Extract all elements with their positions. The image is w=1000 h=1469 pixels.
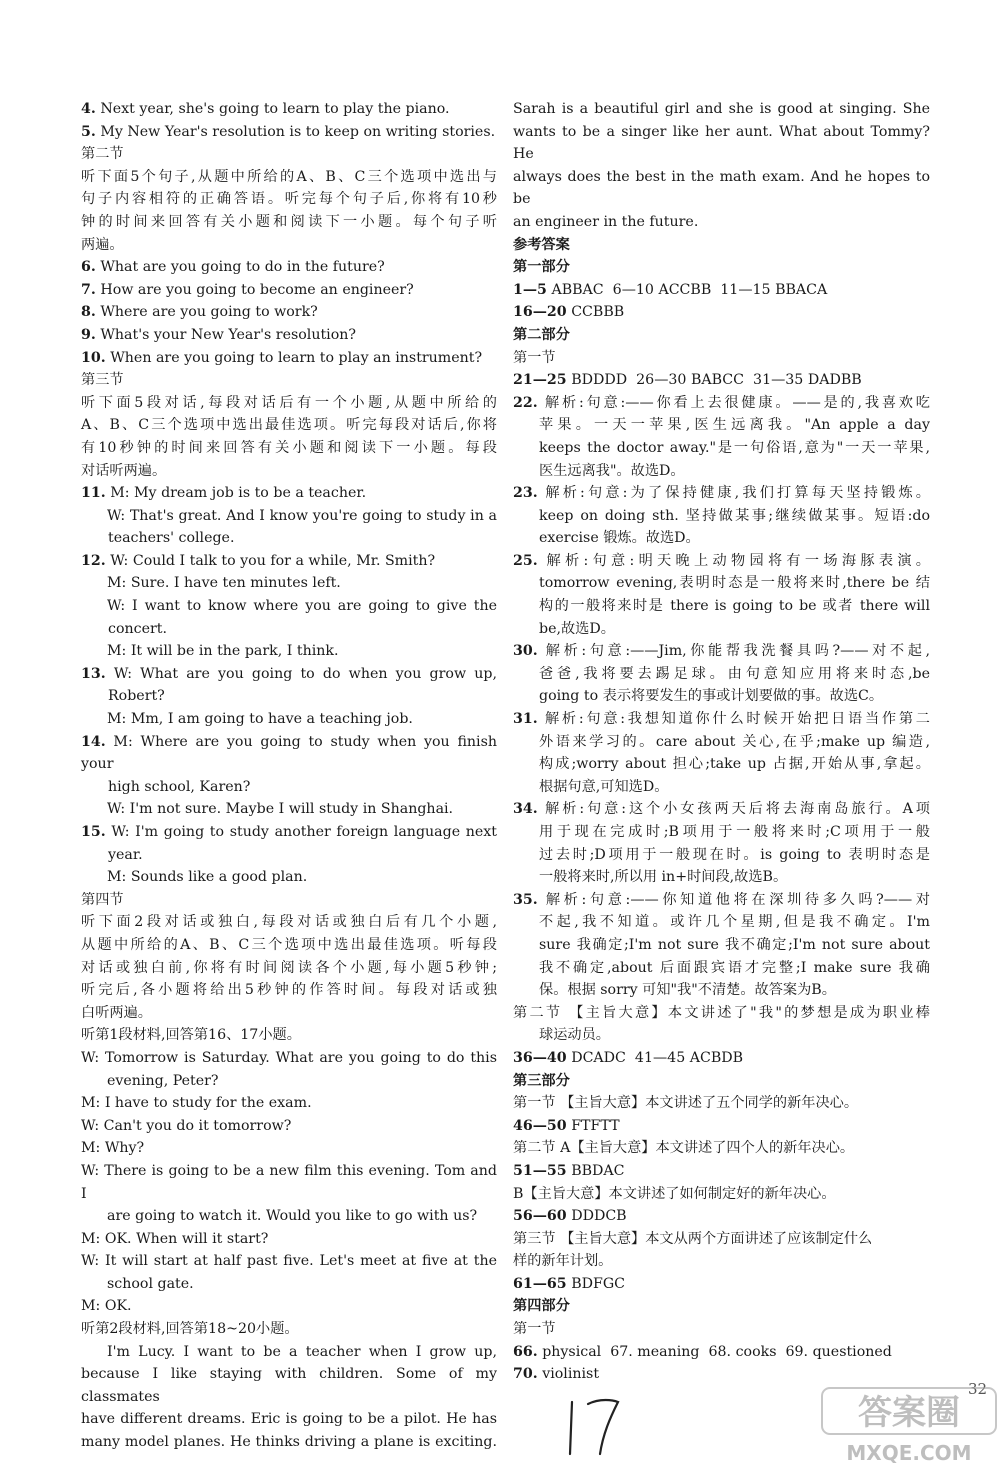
right-column-line: 苹果。一天一苹果,医生远离我。"An apple a day: [539, 417, 930, 434]
left-column-line: W: Tomorrow is Saturday. What are you going to do this: [81, 1049, 497, 1066]
left-column-line: 15. W: I'm going to study another foreign language next: [81, 824, 497, 840]
left-column-line: high school, Karen?: [108, 778, 251, 795]
right-column-line: 第一节: [513, 1321, 556, 1338]
left-column-line: concert.: [108, 620, 167, 637]
left-column-line: 有10秒钟的时间来回答有关小题和阅读下一小题。每段: [81, 439, 497, 456]
left-column-line: W: I'm not sure. Maybe I will study in Shanghai.: [107, 801, 454, 818]
left-column-line: 10. When are you going to learn to play an instrument?: [81, 349, 483, 366]
svg-text:MXQE.COM: MXQE.COM: [846, 1441, 972, 1465]
handwritten-page-mark: [558, 1392, 628, 1460]
left-column-line: evening, Peter?: [107, 1072, 219, 1089]
left-column-line: W: There is going to be a new film this evening. Tom and I: [81, 1162, 502, 1202]
right-column-line: 31. 解析:句意:我想知道你什么时候开始把日语当作第二: [513, 711, 930, 728]
right-column-line: 25. 解析:句意:明天晚上动物园将有一场海豚表演。: [513, 552, 930, 569]
right-column-line: 30. 解析:句意:——Jim,你能帮我洗餐具吗?——对不起,: [513, 643, 930, 660]
left-column-line: A、B、C三个选项中选出最佳选项。听完每段对话后,你将: [81, 417, 497, 434]
left-column-line: 听第1段材料,回答第16、17小题。: [81, 1027, 301, 1044]
right-column-line: 第一节: [513, 349, 556, 366]
left-column-line: W: I want to know where you are going to give the: [107, 598, 497, 615]
left-column-line: teachers' college.: [108, 530, 235, 547]
right-column-line: going to 表示将要发生的事或计划要做的事。故选C。: [539, 688, 884, 705]
left-column-line: W: It will start at half past five. Let's meet at five at the: [81, 1253, 497, 1270]
left-column-line: 12. W: Could I talk to you for a while, Mr. Smith?: [81, 552, 436, 569]
left-column-line: 听下面2段对话或独白,每段对话或独白后有几个小题,: [81, 914, 497, 931]
right-column-line: 第一节 【主旨大意】本文讲述了五个同学的新年决心。: [513, 1095, 859, 1112]
watermark-logo: [818, 1382, 1000, 1469]
right-column-line: 70. violinist: [513, 1366, 600, 1383]
right-column-line: 球运动员。: [539, 1027, 610, 1044]
right-column-line: 21—25 BDDDD 26—30 BABCC 31—35 DADBB: [513, 372, 862, 389]
right-column-line: 34. 解析:句意:这个小女孩两天后将去海南岛旅行。A项: [513, 801, 930, 818]
right-column-line: 第四部分: [513, 1298, 570, 1315]
right-column-line: 第二节 A【主旨大意】本文讲述了四个人的新年决心。: [513, 1140, 855, 1157]
left-column-line: Robert?: [108, 688, 165, 705]
left-column-line: 第三节: [81, 372, 124, 389]
left-column-line: 6. What are you going to do in the future?: [81, 259, 385, 276]
left-column-line: 13. W: What are you going to do when you grow up,: [81, 665, 497, 682]
left-column-line: 5. My New Year's resolution is to keep on writing stories.: [81, 123, 496, 140]
right-column-line: 爸爸,我将要去踢足球。由句意知应用将来时态,be: [539, 665, 930, 682]
right-column-line: sure 我确定;I'm not sure 我不确定;I'm not sure about: [539, 936, 930, 953]
left-column-line: 对话或独白前,你将有时间阅读各个小题,每小题5秒钟;: [81, 959, 497, 976]
left-column-line: 从题中所给的A、B、C三个选项中选出最佳选项。听每段: [81, 936, 497, 953]
right-column-line: wants to be a singer like her aunt. What about Tommy? He: [513, 123, 935, 163]
left-column-line: 白听两遍。: [81, 1004, 152, 1021]
left-column-line: M: OK.: [81, 1298, 132, 1315]
right-column-line: 36—40 DCADC 41—45 ACBDB: [513, 1049, 744, 1066]
right-column-line: 51—55 BBDAC: [513, 1162, 625, 1179]
right-column-line: exercise 锻炼。故选D。: [539, 530, 700, 547]
right-column-line: 构成;worry about 担心;take up 占据,开始从事,拿起。: [539, 756, 930, 773]
right-column-line: keep on doing sth. 坚持做某事;继续做某事。短语:do: [539, 507, 930, 524]
right-column-line: 根据句意,可知选D。: [539, 778, 669, 795]
left-column-line: M: It will be in the park, I think.: [107, 643, 339, 660]
left-column-line: have different dreams. Eric is going to be a pilot. He has: [81, 1411, 497, 1428]
left-column-line: 钟的时间来回答有关小题和阅读下一小题。每个句子听: [81, 213, 497, 230]
right-column-line: 用于现在完成时;B项用于一般将来时;C项用于一般: [539, 824, 930, 840]
right-column-line: an engineer in the future.: [513, 213, 699, 230]
right-column-line: 过去时;D项用于一般现在时。is going to 表明时态是: [539, 846, 930, 863]
left-column-line: are going to watch it. Would you like to go with us?: [107, 1208, 478, 1225]
left-column-line: M: I have to study for the exam.: [81, 1095, 312, 1112]
left-column-line: 第四节: [81, 891, 124, 908]
right-column-line: 保。根据 sorry 可知"我"不清楚。故答案为B。: [539, 982, 836, 999]
left-column-line: 4. Next year, she's going to learn to play the piano.: [81, 101, 450, 117]
left-column-line: many model planes. He thinks driving a plane is exciting.: [81, 1434, 497, 1451]
left-column-line: M: Mm, I am going to have a teaching job.: [107, 711, 413, 728]
left-column-line: year.: [108, 846, 143, 863]
left-column-line: 听下面5个句子,从题中所给的A、B、C三个选项中选出与: [81, 168, 497, 185]
left-column-line: 两遍。: [81, 236, 124, 253]
left-column-line: W: Can't you do it tomorrow?: [81, 1117, 292, 1134]
right-column-line: 第二节 【主旨大意】本文讲述了"我"的梦想是成为职业棒: [513, 1004, 930, 1021]
right-column-line: 46—50 FTFTT: [513, 1117, 620, 1134]
left-column-line: 11. M: My dream job is to be a teacher.: [81, 485, 367, 502]
right-column-line: tomorrow evening,表明时态是一般将来时,there be 结: [539, 575, 930, 592]
left-column-line: 第二节: [81, 146, 124, 163]
left-column-line: 听第2段材料,回答第18~20小题。: [81, 1321, 299, 1338]
right-column-line: 第三部分: [513, 1072, 570, 1089]
right-column-line: 66. physical 67. meaning 68. cooks 69. questioned: [513, 1343, 892, 1360]
left-column-line: 听下面5段对话,每段对话后有一个小题,从题中所给的: [81, 394, 497, 411]
right-column-line: be,故选D。: [539, 620, 615, 637]
left-column-line: school gate.: [107, 1275, 194, 1292]
left-column-line: 7. How are you going to become an engineer?: [81, 281, 414, 298]
right-column-line: 样的新年计划。: [513, 1253, 613, 1270]
right-column-line: 16—20 CCBBB: [513, 304, 625, 321]
left-column-line: 8. Where are you going to work?: [81, 304, 318, 321]
right-column-line: 医生远离我"。故选D。: [539, 462, 685, 479]
right-column-line: 1—5 ABBAC 6—10 ACCBB 11—15 BBACA: [513, 281, 828, 298]
right-column-line: 一般将来时,所以用 in+时间段,故选B。: [539, 869, 788, 886]
right-column-line: 外语来学习的。care about 关心,在乎;make up 编造,: [539, 733, 930, 750]
right-column-line: 构的一般将来时是 there is going to be 或者 there will: [539, 598, 930, 615]
left-column-line: 对话听两遍。: [81, 462, 167, 479]
left-column-line: W: That's great. And I know you're going to study in a: [107, 507, 497, 524]
svg-text:答案圈: 答案圈: [858, 1393, 960, 1433]
left-column-line: M: OK. When will it start?: [81, 1230, 269, 1247]
right-column-line: 56—60 DDDCB: [513, 1208, 627, 1225]
left-column-line: 听完后,各小题将给出5秒钟的作答时间。每段对话或独: [81, 982, 497, 999]
page-number: 32: [968, 1380, 988, 1398]
right-column-line: 第一部分: [513, 259, 570, 276]
left-column-line: M: Sounds like a good plan.: [107, 869, 308, 886]
right-column-line: 61—65 BDFGC: [513, 1275, 626, 1292]
right-column-line: 23. 解析:句意:为了保持健康,我们打算每天坚持锻炼。: [513, 485, 930, 502]
left-column-line: M: Why?: [81, 1140, 145, 1157]
right-column-line: 参考答案: [513, 236, 570, 253]
right-column-line: keeps the doctor away."是一句俗语,意为"一天一苹果,: [539, 439, 930, 456]
right-column-line: B【主旨大意】本文讲述了如何制定好的新年决心。: [513, 1185, 836, 1202]
left-column-line: because I like staying with children. Some of my classmates: [81, 1366, 502, 1405]
right-column-line: 第二部分: [513, 326, 570, 343]
right-column-line: always does the best in the math exam. And he hopes to be: [513, 168, 935, 208]
left-column-line: 句子内容相符的正确答语。听完每个句子后,你将有10秒: [81, 191, 497, 208]
left-column-line: I'm Lucy. I want to be a teacher when I grow up,: [107, 1343, 497, 1360]
right-column-line: 我不确定,about 后面跟宾语才完整;I make sure 我确: [539, 959, 930, 976]
right-column-line: 不起,我不知道。或许几个星期,但是我不确定。I'm: [539, 914, 930, 931]
right-column-line: 第三节 【主旨大意】本文从两个方面讲述了应该制定什么: [513, 1230, 873, 1247]
right-column-line: 35. 解析:句意:——你知道他将在深圳待多久吗?——对: [513, 891, 930, 908]
left-column: [81, 98, 502, 1454]
right-column-line: Sarah is a beautiful girl and she is good at singing. She: [513, 101, 930, 117]
right-column-line: 22. 解析:句意:——你看上去很健康。——是的,我喜欢吃: [513, 394, 930, 411]
right-column: [513, 98, 935, 1386]
left-column-line: 14. M: Where are you going to study when you finish your: [81, 733, 502, 773]
left-column-line: 9. What's your New Year's resolution?: [81, 326, 357, 343]
left-column-line: M: Sure. I have ten minutes left.: [107, 575, 341, 592]
